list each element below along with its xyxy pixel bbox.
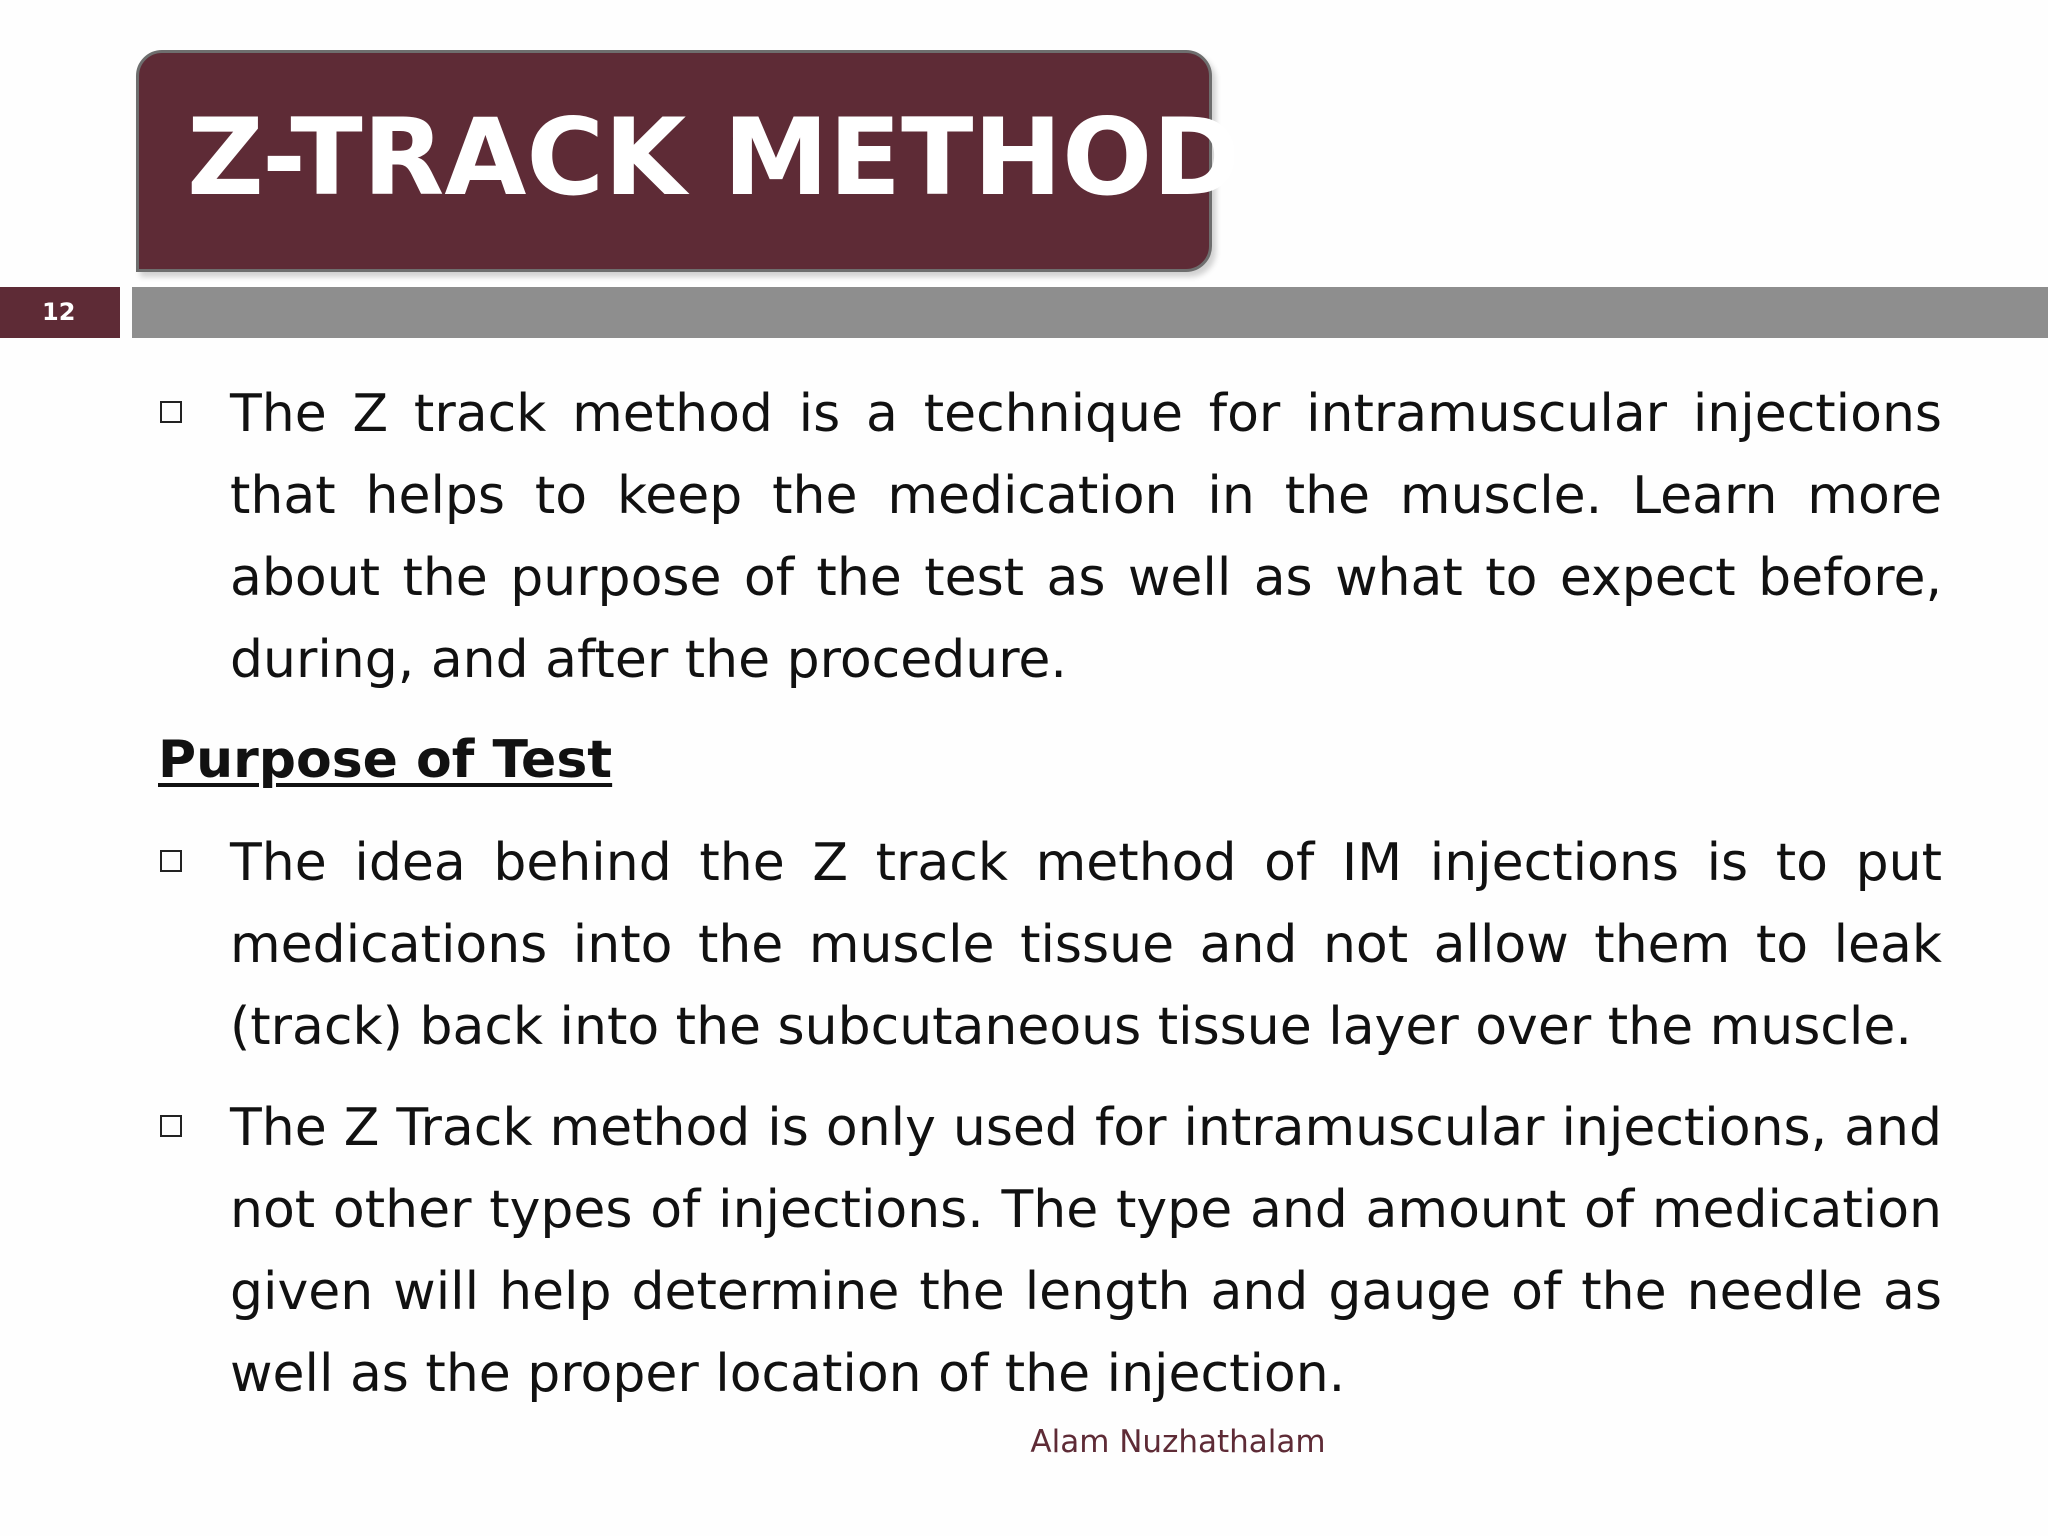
slide-number: 12 [42,298,76,326]
section-heading-purpose: Purpose of Test [158,730,613,790]
bullet-text-purpose-1: The idea behind the Z track method of IM injections is to put medications into the muscle tissue and not allow them to leak (track) back into the subcutaneous tissue layer over the muscle. [230,833,1942,1057]
square-bullet-icon [160,850,182,872]
footer-author: Alam Nuzhathalam [1030,1424,1326,1460]
square-bullet-icon [160,401,182,423]
square-bullet-icon [160,1115,182,1137]
bullet-text-purpose-2: The Z Track method is only used for intramuscular injections, and not other types of injections. The type and amount of medication given will help determine the length and gauge of the needle as well as the proper location of the injection. [230,1098,1942,1404]
bullet-text-intro: The Z track method is a technique for intramuscular injections that helps to keep the medication in the muscle. Learn more about the purpose of the test as well as what to expect before, during, and after the procedure. [230,384,1942,690]
slide-title: Z-TRACK METHOD [187,96,1241,219]
